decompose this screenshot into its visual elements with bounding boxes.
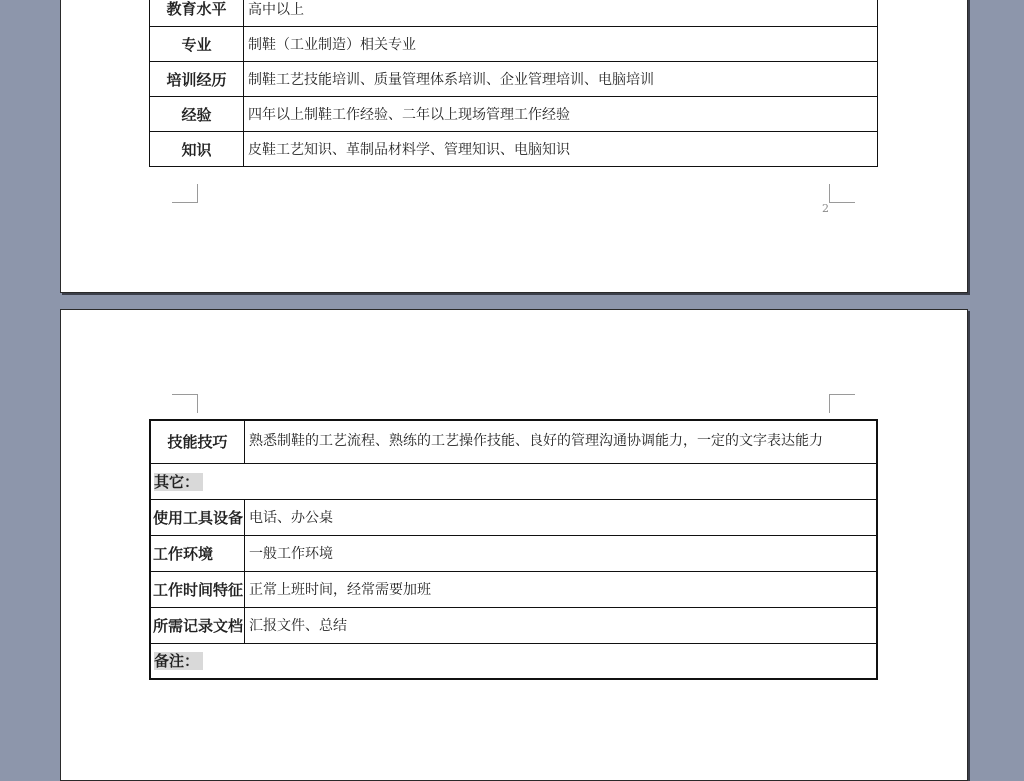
row-label: 专业: [150, 27, 244, 62]
table-row: [150, 535, 877, 571]
row-value: 正常上班时间，经常需要加班: [245, 571, 878, 607]
table-row: [150, 132, 878, 167]
row-label: 技能技巧: [150, 420, 245, 463]
row-value: 汇报文件、总结: [245, 607, 878, 643]
requirements-table: [149, 419, 878, 680]
row-label: 教育水平: [150, 0, 244, 27]
row-value: 皮鞋工艺知识、革制品材料学、管理知识、电脑知识: [244, 132, 878, 167]
table-row: [150, 62, 878, 97]
row-value: 四年以上制鞋工作经验、二年以上现场管理工作经验: [244, 97, 878, 132]
crop-mark-top-right: [829, 394, 855, 413]
table-row: [150, 0, 878, 27]
row-value: 制鞋工艺技能培训、质量管理体系培训、企业管理培训、电脑培训: [244, 62, 878, 97]
row-label: 经验: [150, 97, 244, 132]
crop-mark-bottom-right: [829, 184, 855, 203]
document-page-3: [60, 309, 968, 781]
row-value: 制鞋（工业制造）相关专业: [244, 27, 878, 62]
table-row: [150, 27, 878, 62]
table-row: [150, 607, 877, 643]
table-row: [150, 420, 877, 463]
section-row-other: [150, 463, 877, 499]
row-label: 使用工具设备: [150, 499, 245, 535]
row-label: 所需记录文档: [150, 607, 245, 643]
row-label: 工作时间特征: [150, 571, 245, 607]
crop-mark-bottom-left: [172, 184, 198, 203]
row-label: 培训经历: [150, 62, 244, 97]
row-value: 电话、办公桌: [245, 499, 878, 535]
document-page-2: [60, 0, 968, 293]
table-row: [150, 571, 877, 607]
section-header-notes: 备注：: [154, 652, 203, 670]
row-value: 熟悉制鞋的工艺流程、熟练的工艺操作技能、良好的管理沟通协调能力，一定的文字表达能力: [245, 420, 878, 463]
section-row-notes: [150, 643, 877, 679]
row-label: 知识: [150, 132, 244, 167]
row-value: 一般工作环境: [245, 535, 878, 571]
page-number: 2: [822, 202, 829, 215]
crop-mark-top-left: [172, 394, 198, 413]
row-value: 高中以上: [244, 0, 878, 27]
row-label: 工作环境: [150, 535, 245, 571]
table-row: [150, 97, 878, 132]
section-header-other: 其它：: [154, 473, 203, 491]
requirements-table-continued: [149, 0, 878, 167]
table-row: [150, 499, 877, 535]
